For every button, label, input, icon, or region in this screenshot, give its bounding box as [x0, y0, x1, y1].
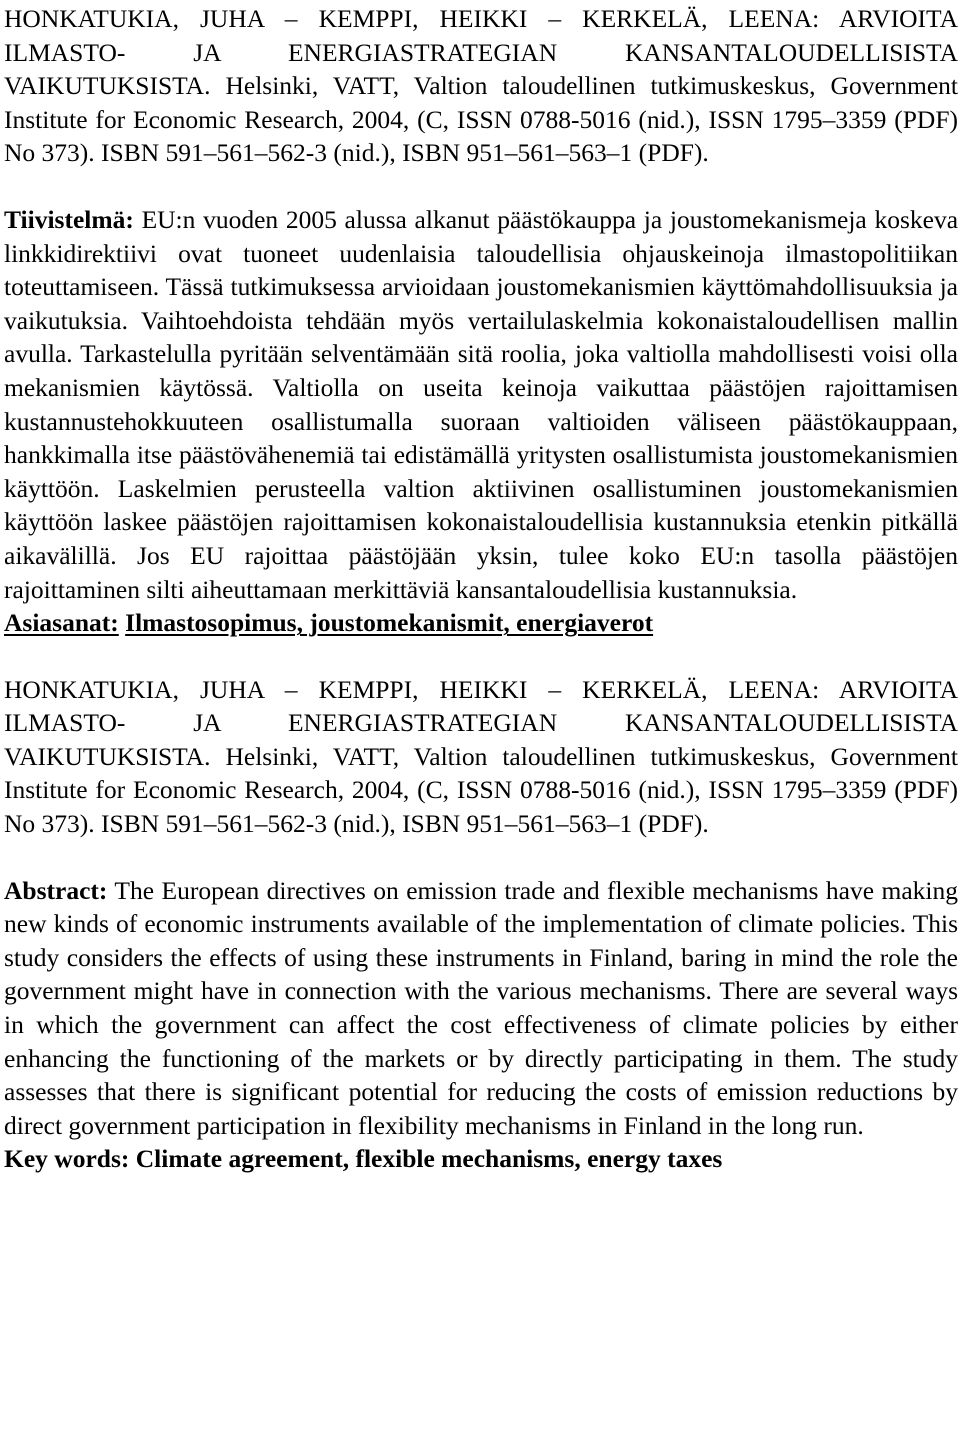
abstract-finnish-label: Tiivistelmä:: [4, 204, 134, 234]
citation-english: HONKATUKIA, JUHA – KEMPPI, HEIKKI – KERKELÄ, LEENA: ARVIOITA ILMASTO- JA ENERGIASTRATEGIAN KANSANTALOUDELLISISTA VAIKUTUKSISTA. Helsinki, VATT, Valtion taloudellinen tutkimuskeskus, Government Institute for Economic Research, 2004, (C, ISSN 0788-5016 (nid.), ISSN 1795–3359 (PDF) No 373). ISBN 591–561–562-3 (nid.), ISBN 951–561–563–1 (PDF).: [4, 674, 958, 839]
keywords-finnish-label: Asiasanat:: [4, 608, 119, 638]
abstract-english-text: The European directives on emission trade and flexible mechanisms have making new kinds of economic instruments available of the implementation of climate policies. This study considers the effects of using these instruments in Finland, baring in mind the role the government might have in connection with the various mechanisms. There are several ways in which the government can affect the cost effectiveness of climate policies by either enhancing the functioning of the markets or by directly participating in them. The study assesses that there is significant potential for reducing the costs of emission reductions by direct government participation in flexibility mechanisms in Finland in the long run.: [4, 875, 959, 1140]
abstract-english-label: Abstract:: [4, 875, 108, 905]
abstract-finnish: [4, 203, 958, 606]
abstract-finnish-text: EU:n vuoden 2005 alussa alkanut päästökauppa ja joustomekanismeja koskeva linkkidirektiivi ovat tuoneet uudenlaisia taloudellisia ohjauskeinoja ilmastopolitiikan toteuttamiseen. Tässä tutkimuksessa arvioidaan joustomekanismien käyttömahdollisuuksia ja vaikutuksia. Vaihtoehdoista tehdään myös vertailulaskelmia kokonaistaloudellisen mallin avulla. Tarkastelulla pyritään selventämään sitä roolia, joka valtiolla mahdollisesti voisi olla mekanismien käytössä. Valtiolla on useita keinoja vaikuttaa päästöjen rajoittamisen kustannustehokkuuteen osallistumalla suoraan valtioiden väliseen päästökauppaan, hankkimalla itse päästövähenemiä tai edistämällä yritysten osallistumista joustomekanismien käyttöön. Laskelmien perusteella valtion aktiivinen osallistuminen joustomekanismien käyttöön laskee päästöjen rajoittamisen kokonaistaloudellisia kustannuksia etenkin pitkällä aikavälillä. Jos EU rajoittaa päästöjään yksin, tulee koko EU:n tasolla päästöjen rajoittaminen silti aiheuttamaan merkittäviä kansantaloudellisia kustannuksia.: [4, 204, 959, 604]
keywords-finnish: [4, 606, 958, 640]
keywords-finnish-text: Ilmastosopimus, joustomekanismit, energiaverot: [125, 608, 654, 638]
keywords-english-label: Key words:: [4, 1144, 130, 1174]
citation-finnish: HONKATUKIA, JUHA – KEMPPI, HEIKKI – KERKELÄ, LEENA: ARVIOITA ILMASTO- JA ENERGIASTRATEGIAN KANSANTALOUDELLISISTA VAIKUTUKSISTA. Helsinki, VATT, Valtion taloudellinen tutkimuskeskus, Government Institute for Economic Research, 2004, (C, ISSN 0788-5016 (nid.), ISSN 1795–3359 (PDF) No 373). ISBN 591–561–562-3 (nid.), ISBN 951–561–563–1 (PDF).: [4, 4, 958, 168]
document-page: [4, 2, 958, 1176]
keywords-english-text: Climate agreement, flexible mechanisms, energy taxes: [135, 1144, 723, 1174]
abstract-english: [4, 874, 958, 1143]
keywords-english: [4, 1142, 958, 1176]
